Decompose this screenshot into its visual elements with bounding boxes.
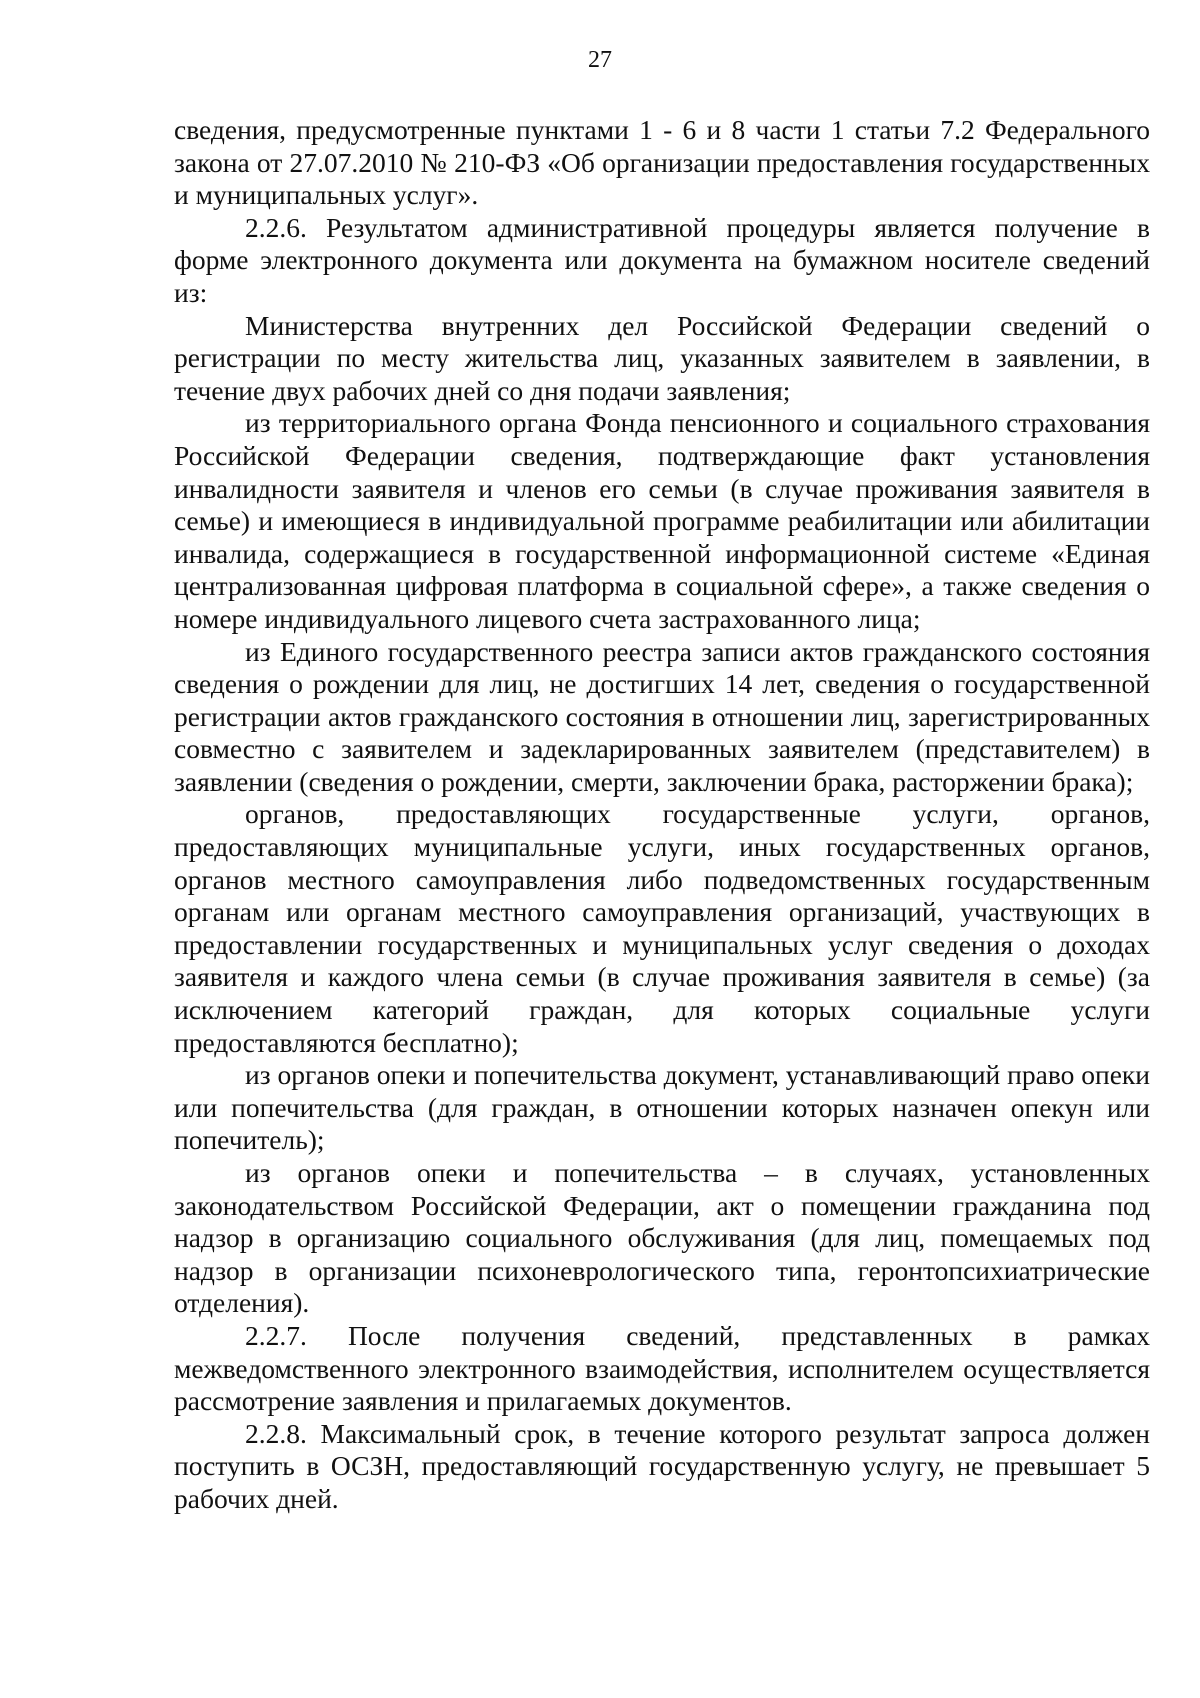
page-number: 27 xyxy=(588,47,612,73)
paragraph-civil-registry: из Единого государственного реестра записи актов гражданского состояния сведения о рождении для лиц, не достигших 14 лет, сведения о государственной регистрации актов гражданского состояния в отношении лиц, зарегистрированных совместно с заявителем и задекларированных заявителем (представителем) в заявлении (сведения о рождении, смерти, заключении брака, расторжении брака); xyxy=(174,635,1150,797)
paragraph-guardianship-document: из органов опеки и попечительства документ, устанавливающий право опеки или попечительства (для граждан, в отношении которых назначен опекун или попечитель); xyxy=(174,1059,1150,1156)
paragraph-continuation: сведения, предусмотренные пунктами 1 - 6 и 8 части 1 статьи 7.2 Федерального закона от 27.07.2010 № 210-ФЗ «Об организации предоставления государственных и муниципальных услуг». xyxy=(174,114,1150,211)
paragraph-2-2-6: 2.2.6. Результатом административной процедуры является получение в форме электронного документа или документа на бумажном носителе сведений из: xyxy=(174,211,1150,308)
paragraph-2-2-7: 2.2.7. После получения сведений, представленных в рамках межведомственного электронного взаимодействия, исполнителем осуществляется рассмотрение заявления и прилагаемых документов. xyxy=(174,1319,1150,1417)
paragraph-2-2-8: 2.2.8. Максимальный срок, в течение которого результат запроса должен поступить в ОСЗН, предоставляющий государственную услугу, не превышает 5 рабочих дней. xyxy=(174,1417,1150,1514)
paragraph-pension-fund: из территориального органа Фонда пенсионного и социального страхования Российской Федерации сведения, подтверждающие факт установления инвалидности заявителя и членов его семьи (в случае проживания заявителя в семье) и имеющиеся в индивидуальной программе реабилитации или абилитации инвалида, содержащиеся в государственной информационной системе «Единая централизованная цифровая платформа в социальной сфере», а также сведения о номере индивидуального лицевого счета застрахованного лица; xyxy=(174,407,1150,634)
paragraph-mvd: Министерства внутренних дел Российской Федерации сведений о регистрации по месту жительства лиц, указанных заявителем в заявлении, в течение двух рабочих дней со дня подачи заявления; xyxy=(174,309,1150,406)
paragraph-guardianship-act: из органов опеки и попечительства – в случаях, установленных законодательством Российской Федерации, акт о помещении гражданина под надзор в организацию социального обслуживания (для лиц, помещаемых под надзор в организации психоневрологического типа, геронтопсихиатрические отделения). xyxy=(174,1157,1150,1319)
paragraph-state-bodies: органов, предоставляющих государственные услуги, органов, предоставляющих муниципальные услуги, иных государственных органов, органов местного самоуправления либо подведомственных государственным органам или органам местного самоуправления организаций, участвующих в предоставлении государственных и муниципальных услуг сведения о доходах заявителя и каждого члена семьи (в случае проживания заявителя в семье) (за исключением категорий граждан, для которых социальные услуги предоставляются бесплатно); xyxy=(174,798,1150,1058)
document-body xyxy=(174,114,1150,1516)
